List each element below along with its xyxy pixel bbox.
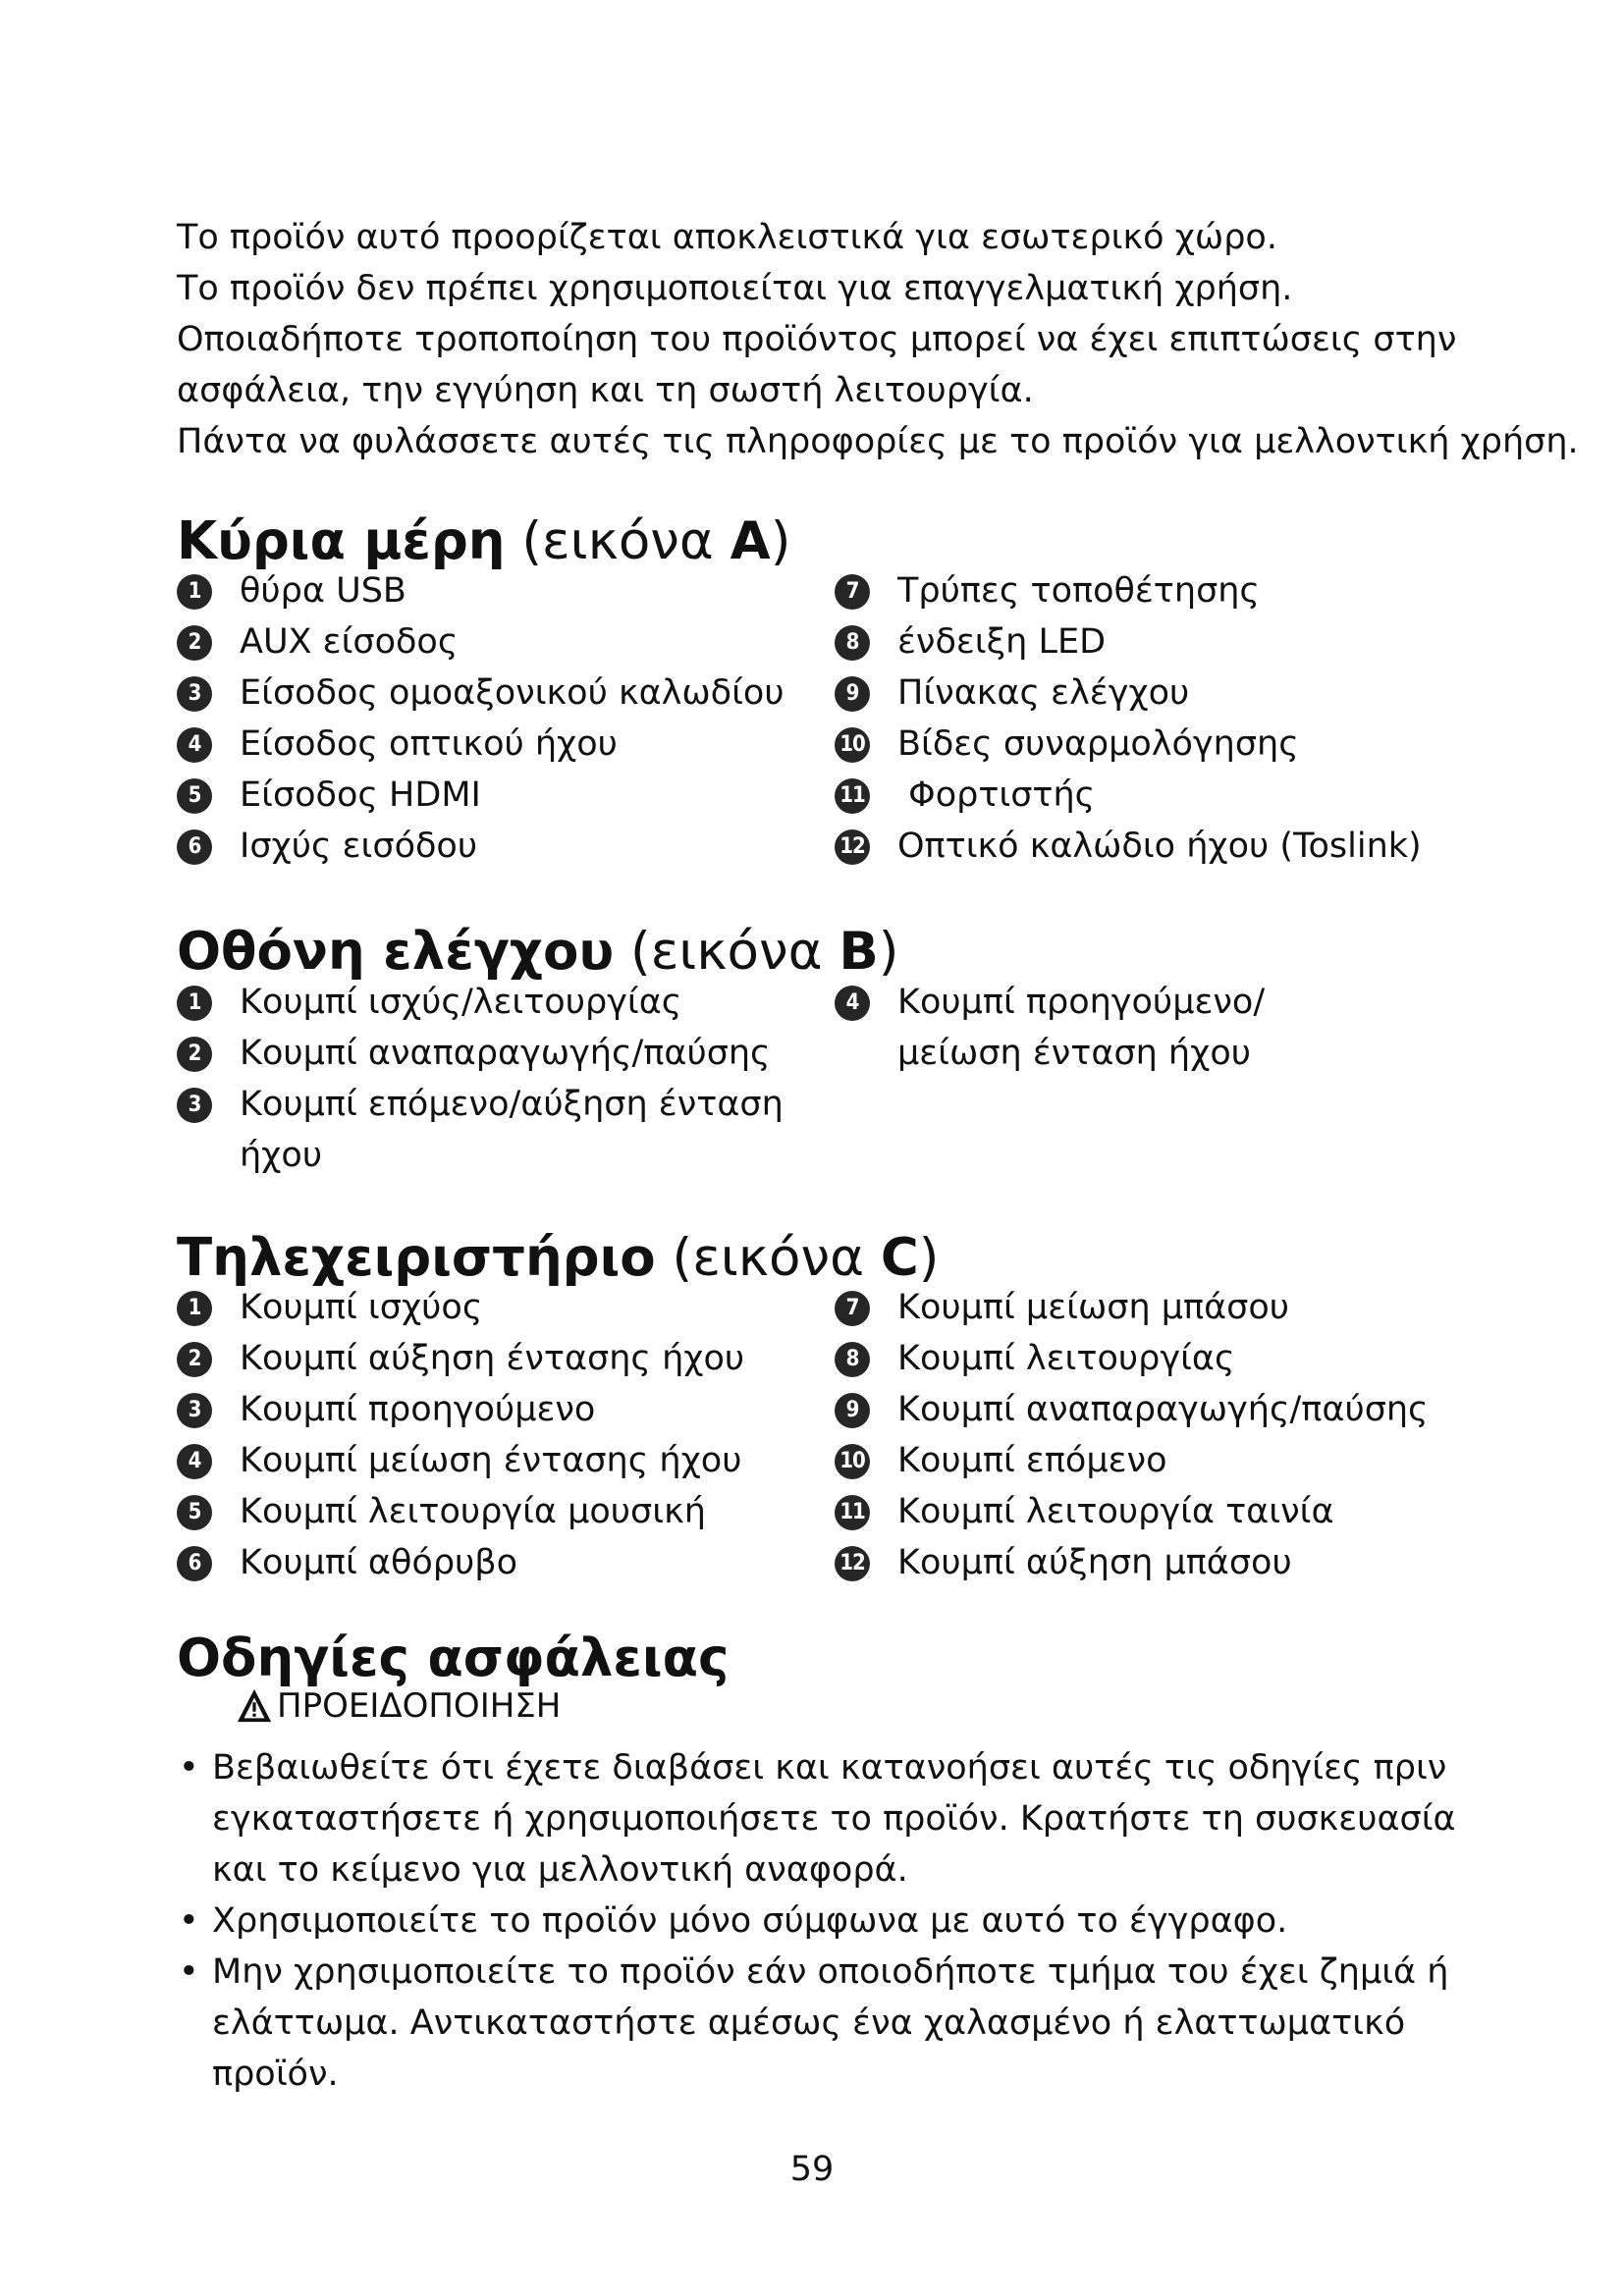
item-label: Κουμπί προηγούμενο — [240, 1390, 596, 1429]
list-item — [835, 1384, 1483, 1435]
main-parts-list-right — [835, 565, 1483, 872]
item-label: Είσοδος HDMI — [240, 775, 481, 815]
item-label: Φορτιστής — [897, 775, 1096, 815]
item-label: θύρα USB — [240, 571, 406, 611]
item-label: Πίνακας ελέγχου — [897, 673, 1190, 713]
safety-heading: Οδηγίες ασφάλειας — [177, 1629, 730, 1688]
item-label: Κουμπί ισχύος — [240, 1288, 483, 1327]
list-item — [177, 1537, 825, 1588]
number-badge-icon: 4 — [177, 727, 212, 763]
number-badge-icon: 3 — [177, 1088, 212, 1123]
number-badge-icon: 8 — [835, 1342, 870, 1377]
item-label: Κουμπί προηγούμενο/μείωση ένταση ήχου — [897, 983, 1266, 1073]
number-badge-icon: 5 — [177, 1495, 212, 1530]
list-item — [835, 1486, 1483, 1537]
number-badge-icon: 2 — [177, 625, 212, 661]
list-item — [835, 616, 1483, 667]
number-badge-icon: 11 — [835, 1495, 870, 1530]
item-label: ένδειξη LED — [897, 622, 1107, 662]
number-badge-icon: 3 — [177, 1393, 212, 1428]
item-label: Είσοδος ομοαξονικού καλωδίου — [240, 673, 785, 713]
item-label: Κουμπί αύξηση μπάσου — [897, 1543, 1292, 1582]
item-label: Κουμπί μείωση μπάσου — [897, 1288, 1290, 1327]
intro-line: Το προϊόν αυτό προορίζεται αποκλειστικά για εσωτερικό χώρο. — [177, 218, 1277, 257]
item-label: Κουμπί ισχύς/λειτουργίας — [240, 983, 682, 1022]
number-badge-icon: 8 — [835, 625, 870, 661]
item-label: Τρύπες τοποθέτησης — [897, 571, 1260, 611]
number-badge-icon: 2 — [177, 1037, 212, 1072]
number-badge-icon: 4 — [177, 1444, 212, 1479]
item-label: Κουμπί επόμενο — [897, 1441, 1167, 1480]
item-label: Κουμπί αθόρυβο — [240, 1543, 518, 1582]
safety-bullet: • Βεβαιωθείτε ότι έχετε διαβάσει και κατανοήσει αυτές τις οδηγίες πριν εγκαταστήσετε ή χρησιμοποιήσετε το προϊόν. Κρατήστε τη συσκευασία και το κείμενο για μελλοντική αναφορά. — [179, 1748, 1456, 1890]
list-item — [177, 1028, 785, 1079]
intro-paragraph — [177, 212, 1579, 467]
number-badge-icon: 1 — [177, 574, 212, 610]
list-item — [177, 1384, 825, 1435]
number-badge-icon: 12 — [835, 829, 870, 865]
list-item — [835, 667, 1483, 719]
number-badge-icon: 7 — [835, 1291, 870, 1326]
number-badge-icon: 4 — [835, 986, 870, 1021]
list-item — [835, 1282, 1483, 1333]
list-item — [835, 977, 1384, 1079]
warning-label: ΠΡΟΕΙΔΟΠΟΙΗΣΗ — [236, 1686, 561, 1726]
list-item — [177, 667, 825, 719]
control-panel-heading: Οθόνη ελέγχου (εικόνα B) — [177, 922, 899, 982]
intro-line: Οποιαδήποτε τροποποίηση του προϊόντος μπορεί να έχει επιπτώσεις στην — [177, 320, 1457, 359]
number-badge-icon: 5 — [177, 778, 212, 814]
number-badge-icon: 9 — [835, 1393, 870, 1428]
number-badge-icon: 3 — [177, 676, 212, 712]
list-item — [177, 1486, 825, 1537]
item-label: Οπτικό καλώδιο ήχου (Toslink) — [897, 827, 1422, 866]
list-item — [177, 1079, 794, 1181]
control-panel-list-right — [835, 977, 1384, 1079]
main-parts-list-left — [177, 565, 825, 872]
list-item — [177, 1333, 825, 1384]
remote-list-right — [835, 1282, 1483, 1588]
item-label: Είσοδος οπτικού ήχου — [240, 724, 618, 764]
intro-line: Το προϊόν δεν πρέπει χρησιμοποιείται για επαγγελματική χρήση. — [177, 269, 1293, 308]
safety-bullet: • Χρησιμοποιείτε το προϊόν μόνο σύμφωνα με αυτό το έγγραφο. — [179, 1901, 1288, 1941]
intro-line: Πάντα να φυλάσσετε αυτές τις πληροφορίες με το προϊόν για μελλοντική χρήση. — [177, 422, 1579, 461]
list-item — [177, 977, 785, 1028]
list-item — [835, 1537, 1483, 1588]
item-label: Κουμπί μείωση έντασης ήχου — [240, 1441, 742, 1480]
item-label: Ισχύς εισόδου — [240, 827, 478, 866]
list-item — [177, 1282, 825, 1333]
remote-heading: Τηλεχειριστήριο (εικόνα C) — [177, 1228, 940, 1288]
list-item — [177, 719, 825, 770]
list-item — [835, 770, 1483, 821]
main-parts-heading: Κύρια μέρη (εικόνα A) — [177, 511, 791, 571]
number-badge-icon: 2 — [177, 1342, 212, 1377]
list-item — [177, 770, 825, 821]
list-item — [835, 719, 1483, 770]
item-label: AUX είσοδος — [240, 622, 459, 662]
list-item — [177, 616, 825, 667]
list-item — [177, 565, 825, 616]
intro-line: ασφάλεια, την εγγύηση και τη σωστή λειτουργία. — [177, 371, 1034, 410]
item-label: Κουμπί λειτουργίας — [897, 1339, 1235, 1378]
number-badge-icon: 6 — [177, 1546, 212, 1581]
item-label: Κουμπί αναπαραγωγής/παύσης — [897, 1390, 1429, 1429]
number-badge-icon: 10 — [835, 727, 870, 763]
number-badge-icon: 1 — [177, 986, 212, 1021]
list-item — [177, 821, 825, 872]
page-number: 59 — [789, 2150, 835, 2189]
remote-list-left — [177, 1282, 825, 1588]
list-item — [835, 1435, 1483, 1486]
control-panel-list-left — [177, 977, 794, 1181]
number-badge-icon: 9 — [835, 676, 870, 712]
list-item — [177, 1435, 825, 1486]
number-badge-icon: 1 — [177, 1291, 212, 1326]
number-badge-icon: 10 — [835, 1444, 870, 1479]
warning-triangle-icon — [236, 1687, 273, 1725]
item-label: Βίδες συναρμολόγησης — [897, 724, 1299, 764]
item-label: Κουμπί αύξηση έντασης ήχου — [240, 1339, 745, 1378]
number-badge-icon: 6 — [177, 829, 212, 865]
item-label: Κουμπί επόμενο/αύξηση ένταση ήχου — [240, 1085, 794, 1175]
list-item — [835, 565, 1483, 616]
safety-bullets — [177, 1742, 1473, 2100]
number-badge-icon: 7 — [835, 574, 870, 610]
safety-bullet: • Μην χρησιμοποιείτε το προϊόν εάν οποιοδήποτε τμήμα του έχει ζημιά ή ελάττωμα. Αντικαταστήστε αμέσως ένα χαλασμένο ή ελαττωματικό προϊόν. — [179, 1952, 1449, 2094]
item-label: Κουμπί αναπαραγωγής/παύσης — [240, 1034, 771, 1073]
item-label: Κουμπί λειτουργία μουσική — [240, 1492, 706, 1531]
number-badge-icon: 11 — [835, 778, 870, 814]
list-item — [835, 821, 1483, 872]
number-badge-icon: 12 — [835, 1546, 870, 1581]
item-label: Κουμπί λειτουργία ταινία — [897, 1492, 1334, 1531]
list-item — [835, 1333, 1483, 1384]
